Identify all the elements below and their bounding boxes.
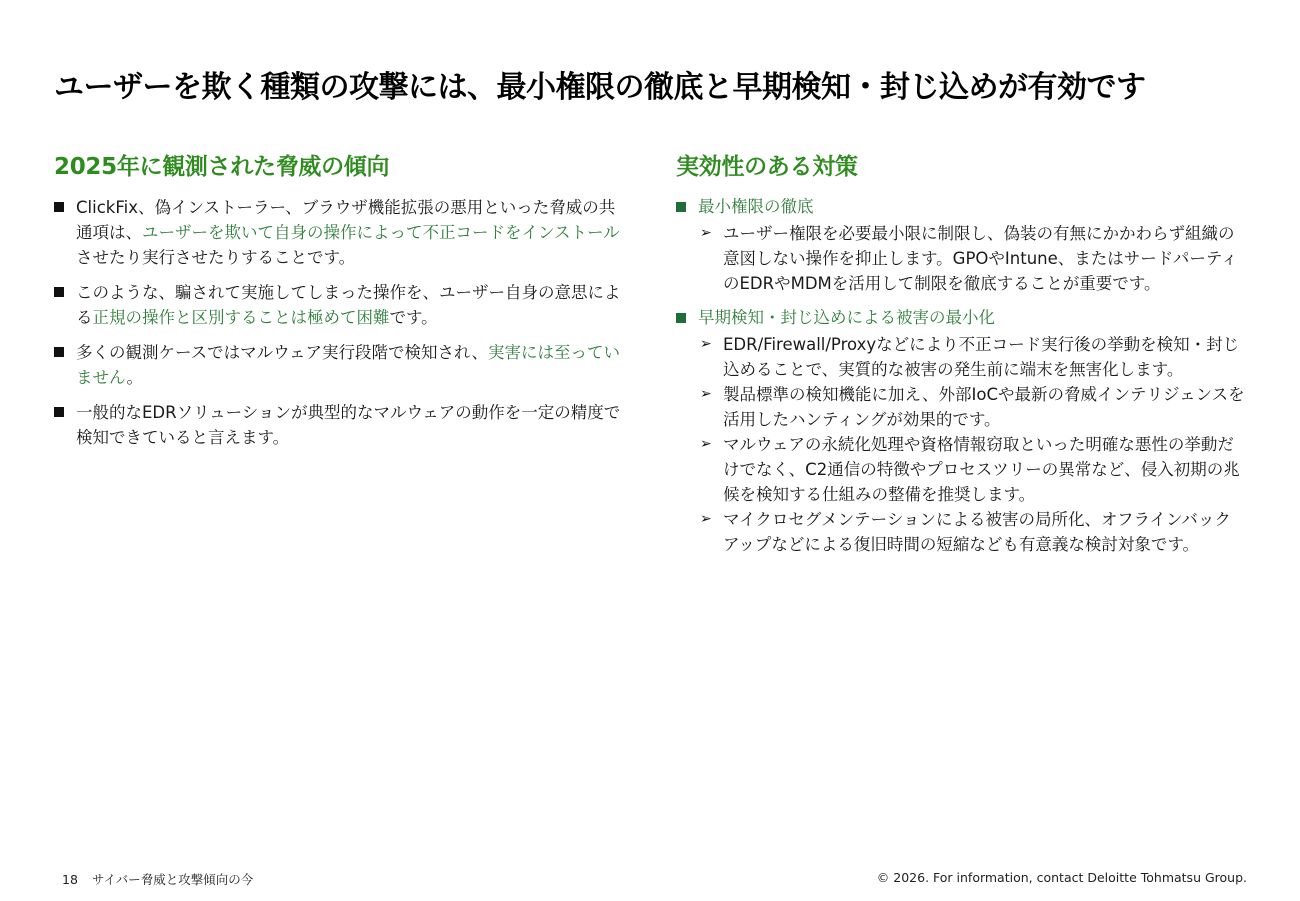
list-item: ClickFix、偽インストーラー、ブラウザ機能拡張の悪用といった脅威の共通項は、ユーザーを欺いて自身の操作によって不正コードをインストールさせたり実行させたりすることです。: [54, 195, 629, 270]
section-title: サイバー脅威と攻撃傾向の今: [91, 872, 254, 887]
arrow-bullet-icon: ➢: [700, 436, 712, 452]
list-item: ➢ 製品標準の検知機能に加え、外部IoCや最新の脅威インテリジェンスを活用したハンティングが効果的です。: [676, 382, 1246, 432]
slide-title: ユーザーを欺く種類の攻撃には、最小権限の徹底と早期検知・封じ込めが有効です: [54, 70, 1146, 105]
arrow-bullet-icon: ➢: [700, 225, 712, 241]
countermeasure-group-title: 最小権限の徹底: [676, 195, 1246, 219]
square-bullet-icon: [54, 407, 64, 417]
square-bullet-icon: [54, 287, 64, 297]
arrow-bullet-icon: ➢: [700, 511, 712, 527]
arrow-bullet-icon: ➢: [700, 386, 712, 402]
list-item: 一般的なEDRソリューションが典型的なマルウェアの動作を一定の精度で検知できていると言えます。: [54, 400, 629, 450]
left-heading: 2025年に観測された脅威の傾向: [54, 154, 390, 180]
arrow-bullet-icon: ➢: [700, 336, 712, 352]
list-item: ➢ マルウェアの永続化処理や資格情報窃取といった明確な悪性の挙動だけでなく、C2通信の特徴やプロセスツリーの異常など、侵入初期の兆候を検知する仕組みの整備を推奨します。: [676, 432, 1246, 507]
square-bullet-icon: [54, 202, 64, 212]
copyright: © 2026. For information, contact Deloitte Tohmatsu Group.: [876, 870, 1247, 885]
square-bullet-icon: [676, 202, 686, 212]
list-item: ➢ ユーザー権限を必要最小限に制限し、偽装の有無にかかわらず組織の意図しない操作を抑止します。GPOやIntune、またはサードパーティのEDRやMDMを活用して制限を徹底することが重要です。: [676, 221, 1246, 296]
countermeasure-list: [676, 332, 1246, 557]
list-item: ➢ マイクロセグメンテーションによる被害の局所化、オフラインバックアップなどによる復旧時間の短縮なども有意義な検討対象です。: [676, 507, 1246, 557]
list-item: ➢ EDR/Firewall/Proxyなどにより不正コード実行後の挙動を検知・封じ込めることで、実質的な被害の発生前に端末を無害化します。: [676, 332, 1246, 382]
list-item: 多くの観測ケースではマルウェア実行段階で検知され、実害には至っていません。: [54, 340, 629, 390]
left-column: [54, 148, 629, 460]
countermeasure-list: [676, 221, 1246, 296]
square-bullet-icon: [54, 347, 64, 357]
threat-trend-list: [54, 195, 629, 450]
right-column: [676, 148, 1246, 567]
page-number: 18: [62, 872, 78, 887]
list-item: このような、騙されて実施してしまった操作を、ユーザー自身の意思による正規の操作と区別することは極めて困難です。: [54, 280, 629, 330]
right-heading: 実効性のある対策: [676, 154, 858, 180]
footer-section: [62, 870, 253, 888]
countermeasure-group-title: 早期検知・封じ込めによる被害の最小化: [676, 306, 1246, 330]
square-bullet-icon: [676, 313, 686, 323]
